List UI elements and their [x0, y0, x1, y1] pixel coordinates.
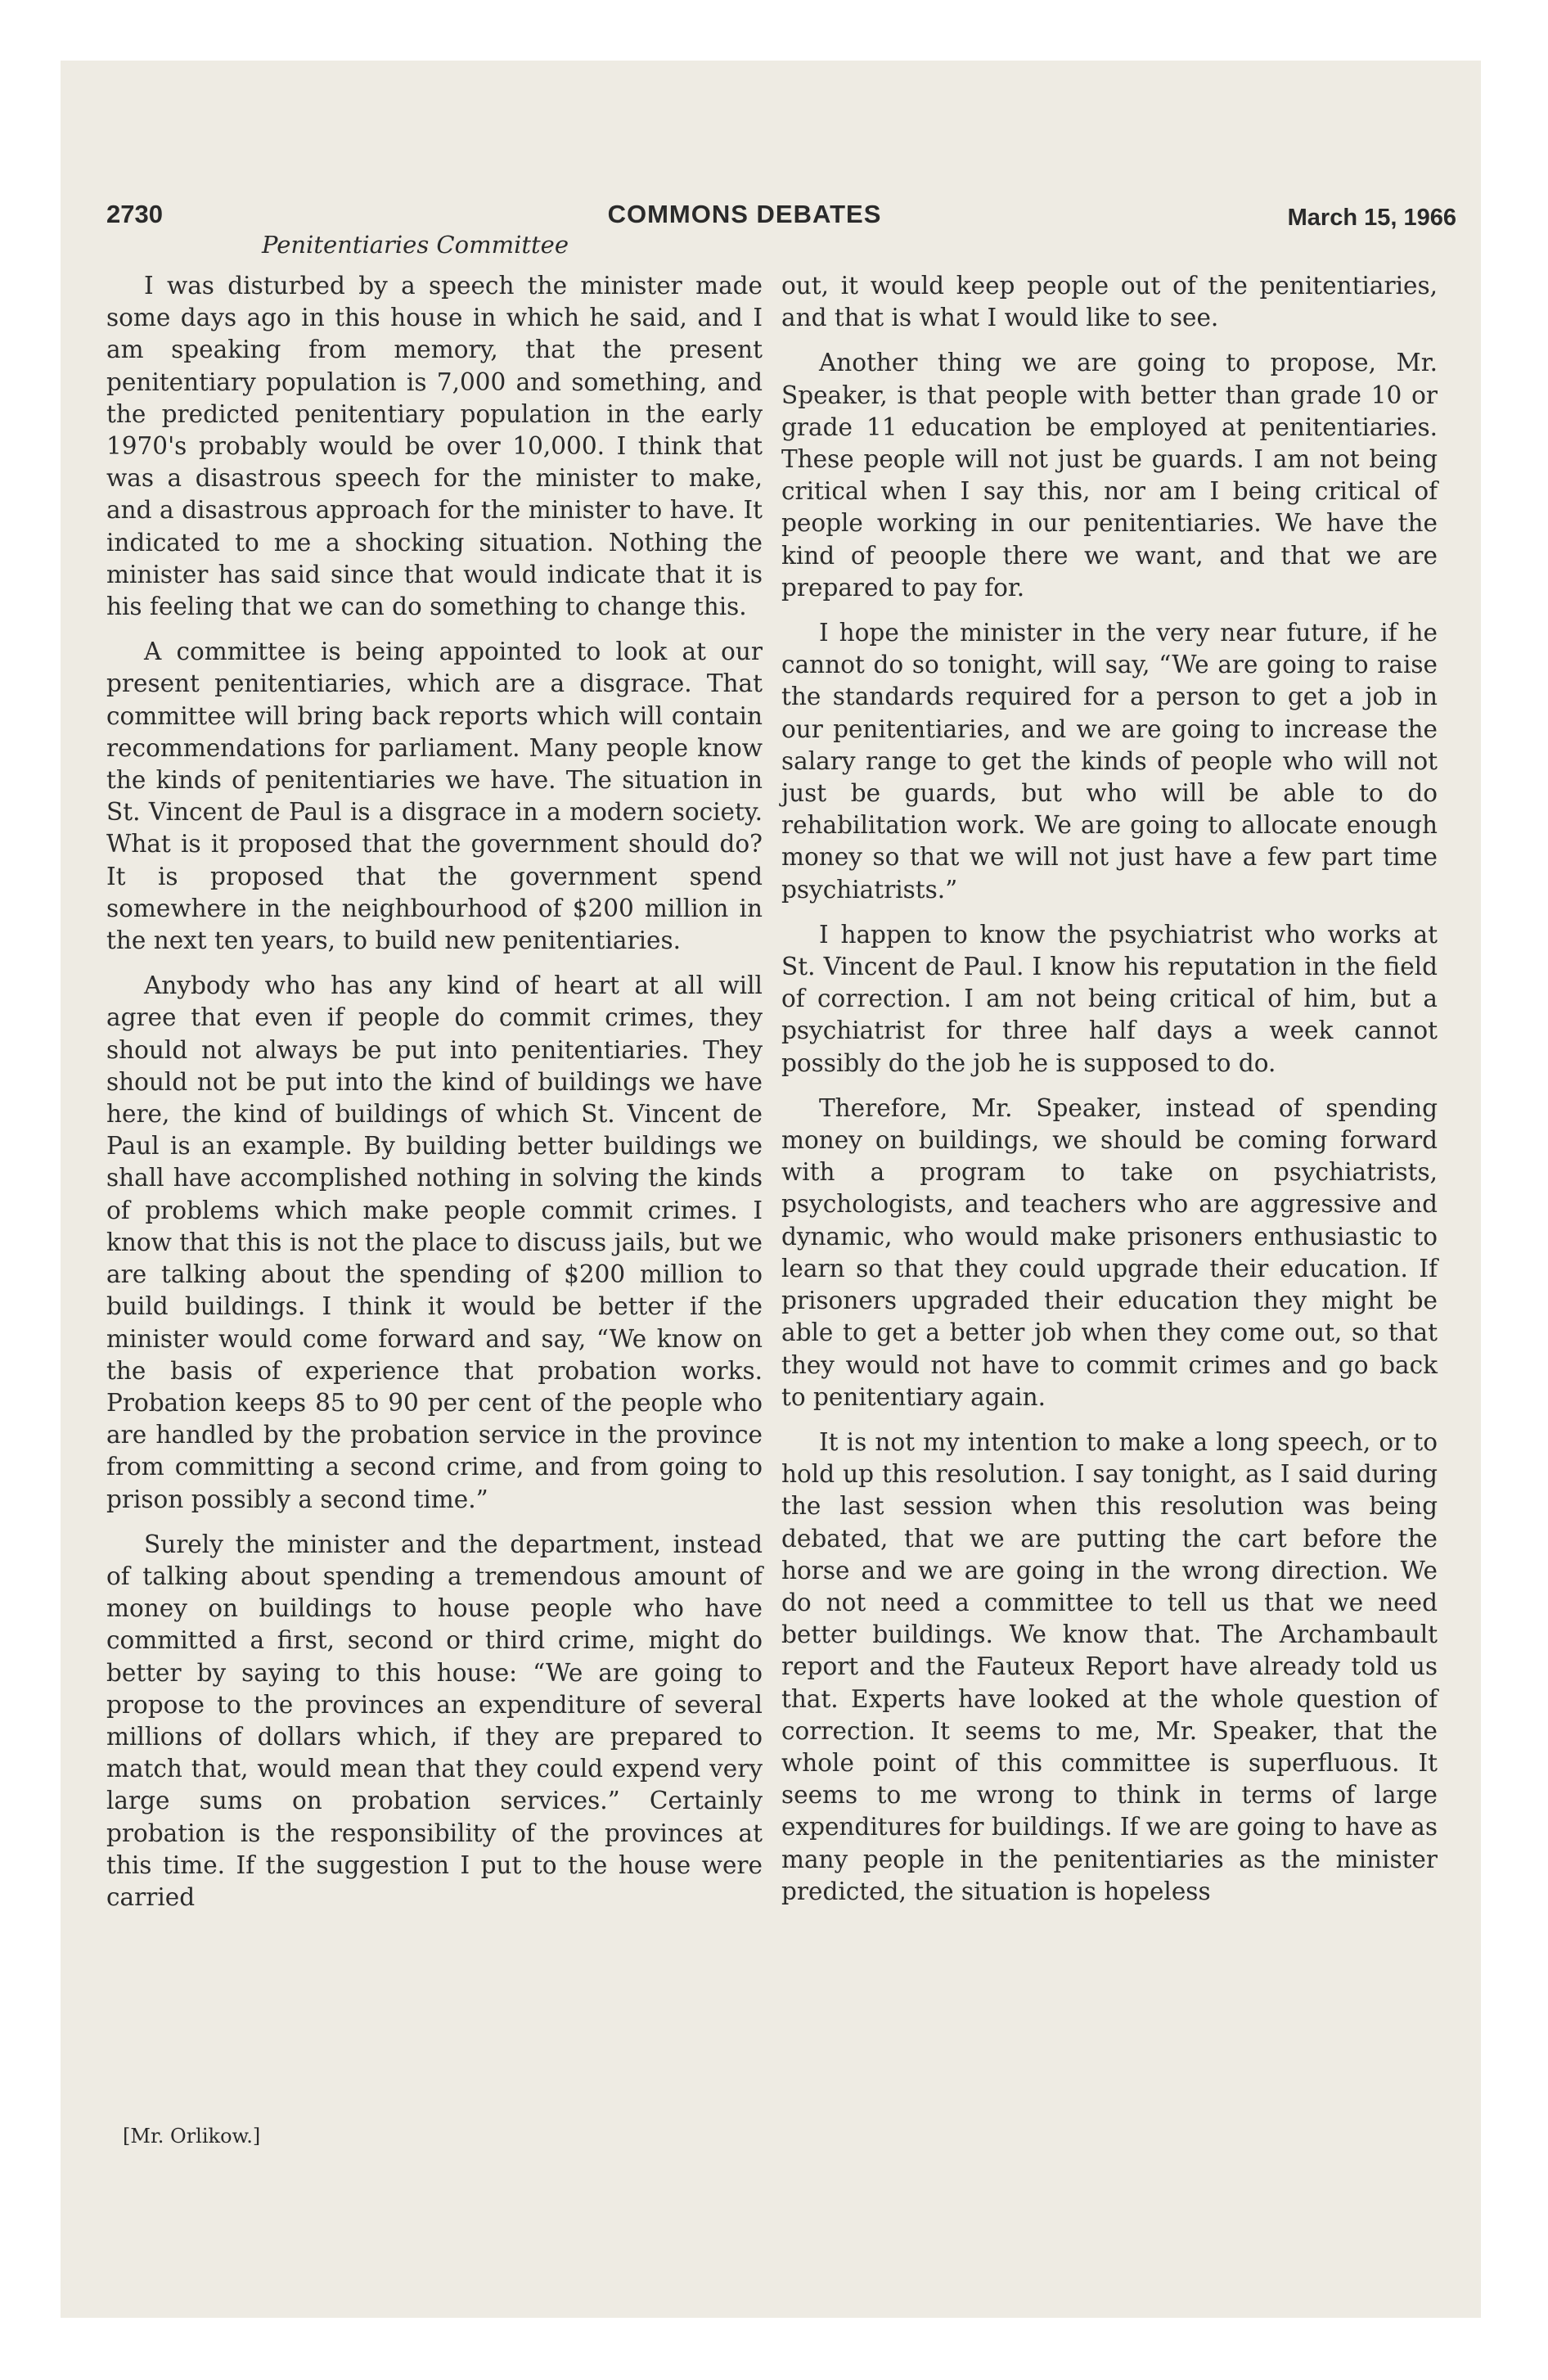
paragraph: Therefore, Mr. Speaker, instead of spending money on buildings, we should be coming forward with a program to take on psychiatrists, psychologists, and teachers who are aggressive and dynamic, who would make prisoners enthusiastic to learn so that they could upgrade their education. If prisoners upgraded their education they might be able to get a better job when they come out, so that they would not have to commit crimes and go back to penitentiary again.: [781, 1093, 1438, 1411]
page-number: 2730: [106, 200, 163, 228]
paragraph-continued: out, it would keep people out of the penitentiaries, and that is what I would like to see.: [781, 272, 1438, 332]
paragraph: I was disturbed by a speech the minister made some days ago in this house in which he said, and I am speaking from memory, that the present penitentiary population is 7,000 and something, and the predicted penitentiary population in the early 1970's probably would be over 10,000. I think that was a disastrous speech for the minister to make, and a disastrous approach for the minister to have. It indicated to me a shocking situation. Nothing the minister has said since that would indicate that it is his feeling that we can do something to change this.: [106, 272, 763, 621]
page-date: March 15, 1966: [1287, 205, 1456, 231]
journal-title: COMMONS DEBATES: [607, 200, 882, 228]
paragraph: Anybody who has any kind of heart at all will agree that even if people do commit crimes, they should not always be put into penitentiaries. They should not be put into the kind of buildings we have here, the kind of buildings of which St. Vincent de Paul is an example. By building better buildings we shall have accomplished nothing in solving the kinds of problems which make people commit crimes. I know that this is not the place to discuss jails, but we are talking about the spending of $200 million to build buildings. I think it would be better if the minister would come forward and say, “We know on the basis of experience that probation works. Probation keeps 85 to 90 per cent of the people who are handled by the probation service in the province from committing a second crime, and from going to prison possibly a second time.”: [106, 971, 763, 1513]
left-column: [106, 270, 763, 1927]
paragraph: Another thing we are going to propose, Mr. Speaker, is that people with better than grade 10 or grade 11 education be employed at penitentiaries. These people will not just be guards. I am not being critical when I say this, nor am I being critical of people working in our penitentiaries. We have the kind of peoople there we want, and that we are prepared to pay for.: [781, 349, 1438, 602]
paragraph: Surely the minister and the department, instead of talking about spending a tremendous amount of money on buildings to house people who have committed a first, second or third crime, might do better by saying to this house: “We are going to propose to the provinces an expenditure of several millions of dollars which, if they are prepared to match that, would mean that they could expend very large sums on probation services.” Certainly probation is the responsibility of the provinces at this time. If the suggestion I put to the house were carried: [106, 1530, 763, 1911]
right-column: [781, 270, 1438, 1921]
paragraph: I happen to know the psychiatrist who works at St. Vincent de Paul. I know his reputation in the field of correction. I am not being critical of him, but a psychiatrist for three half days a week cannot possibly do the job he is supposed to do.: [781, 920, 1438, 1077]
paragraph: It is not my intention to make a long speech, or to hold up this resolution. I say tonight, as I said during the last session when this resolution was being debated, that we are putting the cart before the horse and we are going in the wrong direction. We do not need a committee to tell us that we need better buildings. We know that. The Archambault report and the Fauteux Report have already told us that. Experts have looked at the whole question of correction. It seems to me, Mr. Speaker, that the whole point of this committee is superfluous. It seems to me wrong to think in terms of large expenditures for buildings. If we are going to have as many people in the penitentiaries as the minister predicted, the situation is hopeless: [781, 1427, 1438, 1905]
speaker-attribution: [Mr. Orlikow.]: [123, 2125, 261, 2148]
paragraph: I hope the minister in the very near future, if he cannot do so tonight, will say, “We are going to raise the standards required for a person to get a job in our penitentiaries, and we are going to increase the salary range to get the kinds of people who will not just be guards, but who will be able to do rehabilitation work. We are going to allocate enough money so that we will not just have a few part time psychiatrists.”: [781, 619, 1438, 904]
paragraph: A committee is being appointed to look at our present penitentiaries, which are a disgrace. That committee will bring back reports which will contain recommendations for parliament. Many people know the kinds of penitentiaries we have. The situation in St. Vincent de Paul is a disgrace in a modern society. What is it proposed that the government should do? It is proposed that the government spend somewhere in the neighbourhood of $200 million in the next ten years, to build new penitentiaries.: [106, 638, 763, 955]
section-title: Penitentiaries Committee: [262, 231, 569, 259]
